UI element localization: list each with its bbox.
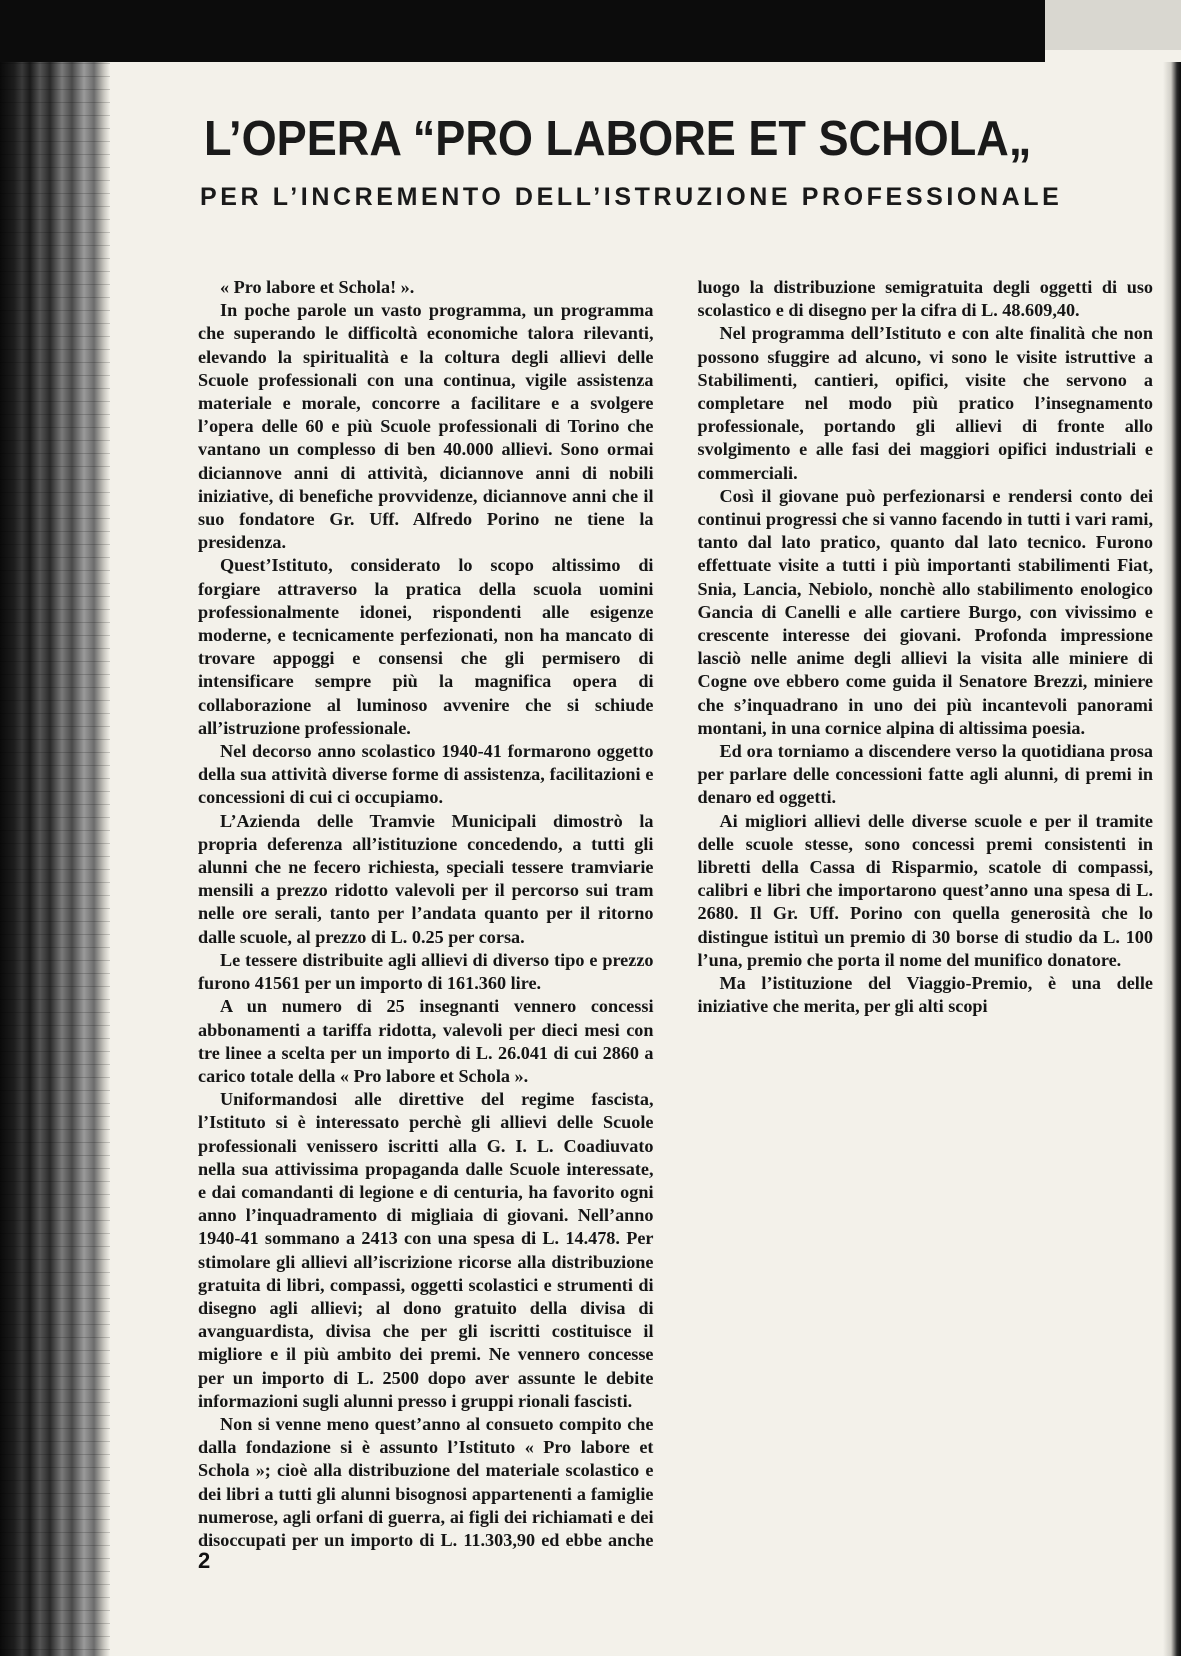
paragraph: L’Azienda delle Tramvie Municipali dimostrò la propria deferenza all’istituzione concedendo, a tutti gli alunni che ne fecero richiesta, speciali tessere tramviarie mensili a prezzo ridotto valevoli per il percorso sui tram nelle ore serali, tanto per l’andata quanto per il ritorno dalle scuole, al prezzo di L. 0.25 per corsa. bbox=[198, 810, 654, 947]
paragraph: Quest’Istituto, considerato lo scopo altissimo di forgiare attraverso la pratica della scuola uomini professionalmente idonei, rispondenti alle esigenze moderne, e tecnicamente perfezionati, non ha mancato di trovare appoggi e consensi che gli permisero di intensificare sempre più la magnifica opera di collaborazione al luminoso avvenire che si schiude all’istruzione professionale. bbox=[198, 555, 654, 738]
paragraph: Non si venne meno quest’anno al consueto compito che dalla fondazione si è assunto l’Istituto « Pro labore et Schola »; cioè alla distribuzione del materiale scolastico e dei libri a tutti gli alunni bisognosi appartenenti a famiglie numerose, agli orfani di guerra, ai figli dei richiamati e dei disoccupati per un importo di L. 11.303,90 ed ebbe anche luogo la distribuzione semigratuita degli oggetti di uso scolastico e di disegno per la cifra di L. 48.609,40. bbox=[198, 277, 1153, 1550]
article-body bbox=[198, 276, 1153, 1566]
magazine-page bbox=[198, 100, 1153, 1656]
paragraph: Uniformandosi alle direttive del regime fascista, l’Istituto si è interessato perchè gli allievi delle Scuole professionali venissero iscritti alla G. I. L. Coadiuvato nella sua attivissima propaganda dalle Scuole interessate, e dai comandanti di legione e di centuria, ha favorito ogni anno l’inquadramento di migliaia di giovani. Nell’anno 1940-41 sommano a 2413 con una spesa di L. 14.478. Per stimolare gli allievi all’iscrizione ricorse alla distribuzione gratuita di libri, compassi, oggetti scolastici e strumenti di disegno agli allievi; al dono gratuito della divisa di avanguardista, divisa che per gli iscritti costituisce il migliore e il più ambito dei premi. Ne vennero concesse per un importo di L. 2500 dopo aver assunte le debite informazioni sugli alunni presso i gruppi rionali fascisti. bbox=[198, 1089, 654, 1411]
paragraph: Ed ora torniamo a discendere verso la quotidiana prosa per parlare delle concessioni fatte agli alunni, di premi in denaro ed oggetti. bbox=[697, 741, 1153, 808]
paragraph: Le tessere distribuite agli allievi di diverso tipo e prezzo furono 41561 per un importo di 161.360 lire. bbox=[198, 949, 654, 994]
scan-right-edge bbox=[1163, 62, 1181, 1656]
paragraph: Ma l’istituzione del Viaggio-Premio, è una delle iniziative che merita, per gli alti scopi bbox=[697, 973, 1153, 1017]
article-title: L’OPERA “PRO LABORE ET SCHOLA„ bbox=[204, 112, 1032, 166]
scan-book-spine-edge bbox=[0, 62, 110, 1656]
scan-top-right-margin bbox=[1045, 0, 1181, 50]
paragraph: « Pro labore et Schola! ». bbox=[220, 277, 415, 297]
article-subtitle: PER L’INCREMENTO DELL’ISTRUZIONE PROFESSIONALE bbox=[200, 183, 1063, 211]
page-number: 2 bbox=[198, 1548, 211, 1573]
paragraph: Nel programma dell’Istituto e con alte finalità che non possono sfuggire ad alcuno, vi sono le visite istruttive a Stabilimenti, cantieri, opifici, visite che servono a completare nel modo più pratico l’insegnamento professionale, portando gli allievi di fronte allo svolgimento e alle fasi dei maggiori opifici industriali e commerciali. bbox=[697, 323, 1153, 483]
paragraph: Così il giovane può perfezionarsi e rendersi conto dei continui progressi che si vanno facendo in tutti i vari rami, tanto dal lato pratico, quanto dal lato tecnico. Furono effettuate visite a tutti i più importanti stabilimenti Fiat, Snia, Lancia, Nebiolo, nonchè allo stabilimento enologico Gancia di Canelli e alle cartiere Burgo, con vivissimo e crescente interesse dei giovani. Profonda impressione lasciò nelle anime degli allievi la visita alle miniere di Cogne ove ebbero come guida il Senatore Brezzi, miniere che s’inquadrano in uno dei più incantevoli panorami montani, in una cornice alpina di altissima poesia. bbox=[697, 485, 1153, 738]
paragraph: In poche parole un vasto programma, un programma che superando le difficoltà economiche talora rilevanti, elevando la spiritualità e la coltura degli allievi delle Scuole professionali con una continua, vigile assistenza materiale e morale, concorre a facilitare e a svolgere l’opera delle 60 e più Scuole professionali di Torino che vantano un complesso di ben 40.000 allievi. Sono ormai diciannove anni di attività, diciannove anni di nobili iniziative, di benefiche provvidenze, diciannove anni che il suo fondatore Gr. Uff. Alfredo Porino ne tiene la presidenza. bbox=[198, 300, 654, 553]
paragraph: Ai migliori allievi delle diverse scuole e per il tramite delle scuole stesse, sono concessi premi consistenti in libretti della Cassa di Risparmio, scatole di compassi, calibri e libri che importarono quest’anno una spesa di L. 2680. Il Gr. Uff. Porino con quella generosità che lo distingue istituì un premio di 30 borse di studio da L. 100 l’una, premio che porta il nome del munifico donatore. bbox=[697, 810, 1153, 970]
paragraph: Nel decorso anno scolastico 1940-41 formarono oggetto della sua attività diverse forme di assistenza, facilitazioni e concessioni di cui ci occupiamo. bbox=[198, 741, 654, 808]
paragraph: A un numero di 25 insegnanti vennero concessi abbonamenti a tariffa ridotta, valevoli per dieci mesi con tre linee a scelta per un importo di L. 26.041 di cui 2860 a carico totale della « Pro labore et Schola ». bbox=[198, 996, 654, 1086]
scan-top-border bbox=[0, 0, 1045, 62]
